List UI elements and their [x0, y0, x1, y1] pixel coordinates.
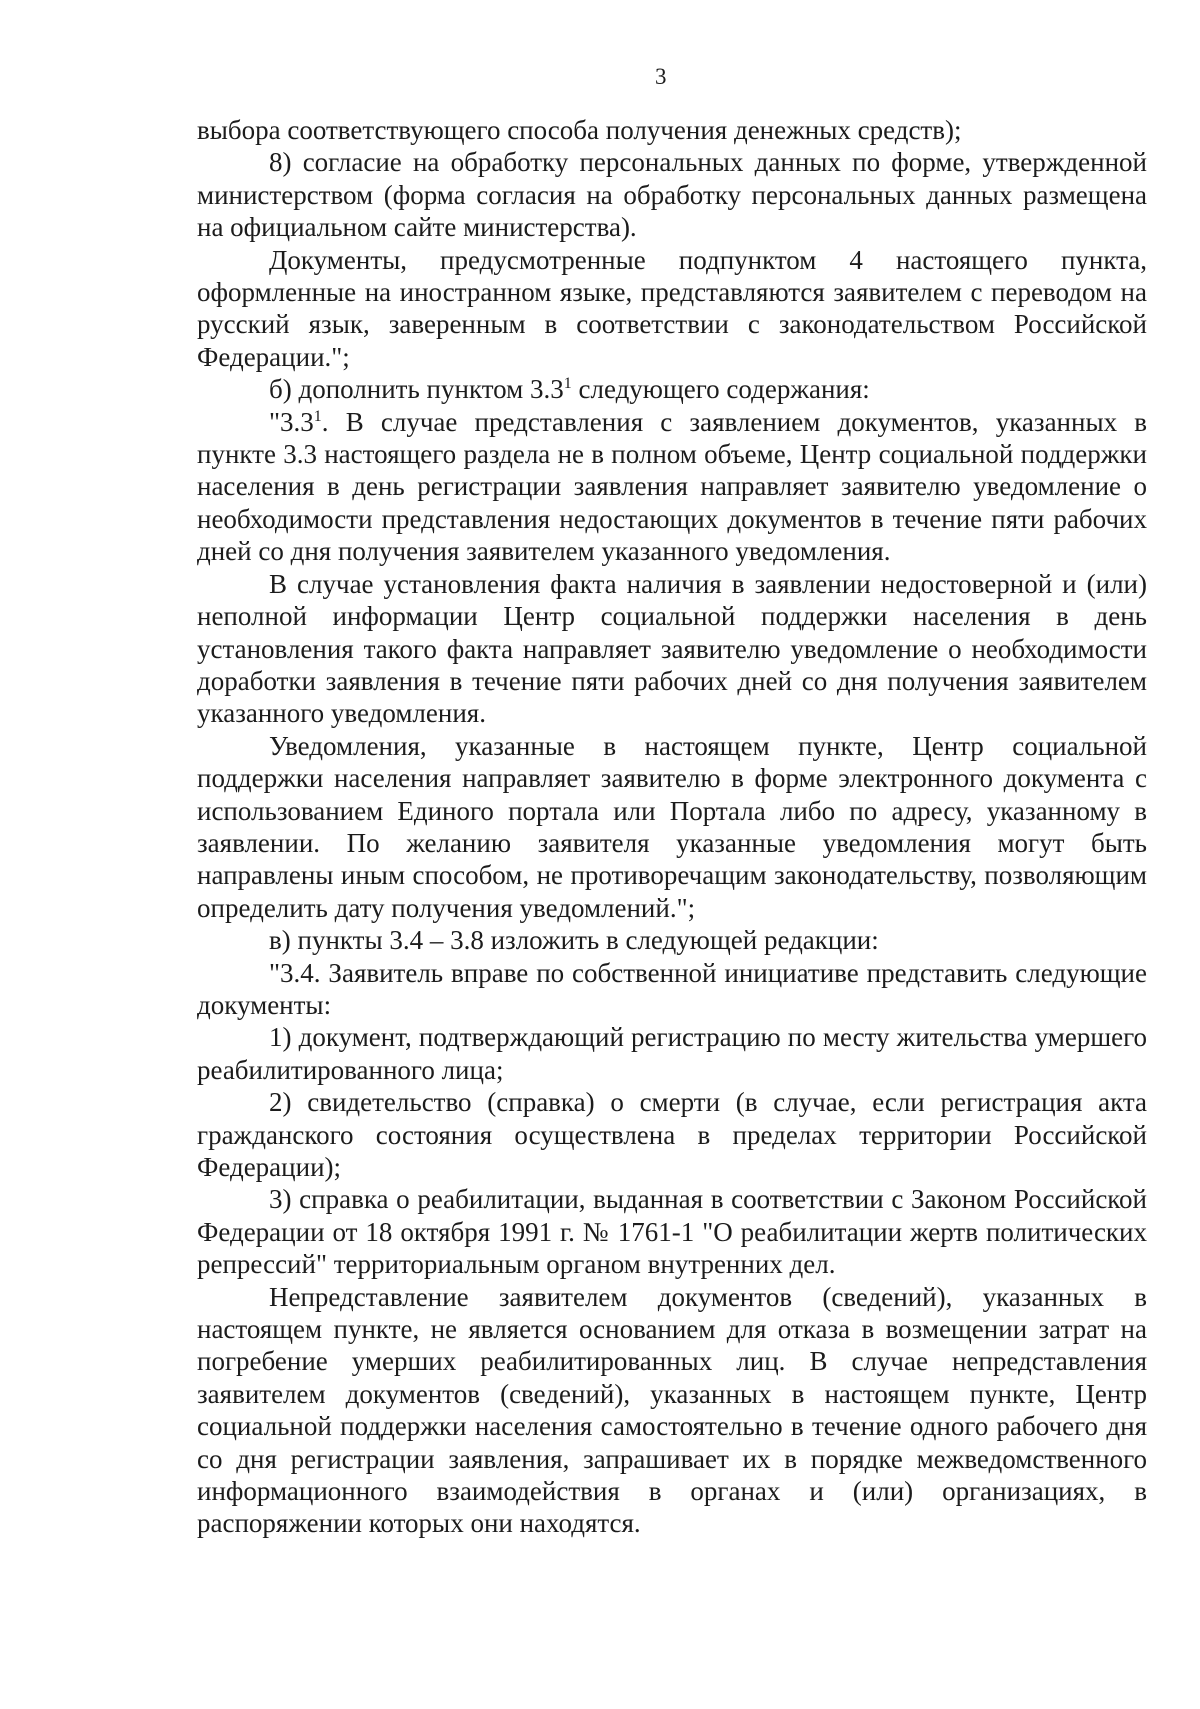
page-number: 3 [655, 64, 667, 89]
paragraph-13: Непредставление заявителем документов (сведений), указанных в настоящем пункте, не является основанием для отказа в возмещении затрат на погребение умерших реабилитированных лиц. В случае непредставления заявителем документов (сведений), указанных в настоящем пункте, Центр социальной поддержки населения самостоятельно в течение одного рабочего дня со дня регистрации заявления, запрашивает их в порядке межведомственного информационного взаимодействия в органах и (или) организациях, в распоряжении которых они находятся. [197, 1281, 1147, 1539]
paragraph-5 [197, 406, 1147, 568]
paragraph-9: "3.4. Заявитель вправе по собственной инициативе представить следующие документы: [197, 957, 1147, 1020]
superscript-1: 1 [563, 375, 572, 393]
document-body [197, 114, 1147, 1540]
paragraph-7: Уведомления, указанные в настоящем пункте, Центр социальной поддержки населения направляет заявителю в форме электронного документа с использованием Единого портала или Портала либо по адресу, указанному в заявлении. По желанию заявителя указанные уведомления могут быть направлены иным способом, не противоречащим законодательству, позволяющим определить дату получения уведомлений."; [197, 730, 1147, 923]
paragraph-5-text: "3.3 [269, 406, 314, 437]
paragraph-3: Документы, предусмотренные подпунктом 4 настоящего пункта, оформленные на иностранном языке, представляются заявителем с переводом на русский язык, заверенным в соответствии с законодательством Российской Федерации."; [197, 244, 1147, 372]
paragraph-4 [197, 373, 1147, 405]
superscript-2: 1 [313, 407, 322, 425]
paragraph-1: выбора соответствующего способа получения денежных средств); [197, 115, 962, 145]
paragraph-10: 1) документ, подтверждающий регистрацию по месту жительства умершего реабилитированного лица; [197, 1022, 1147, 1085]
paragraph-8: в) пункты 3.4 – 3.8 изложить в следующей редакции: [269, 925, 879, 956]
paragraph-5-tail: . В случае представления с заявлением документов, указанных в пункте 3.3 настоящего раздела не в полном объеме, Центр социальной поддержки населения в день регистрации заявления направляет заявителю уведомление о необходимости представления недостающих документов в течение пяти рабочих дней со дня получения заявителем указанного уведомления. [197, 406, 1147, 567]
paragraph-4-tail: следующего содержания: [571, 374, 870, 405]
paragraph-12: 3) справка о реабилитации, выданная в соответствии с Законом Российской Федерации от 18 октября 1991 г. № 1761-1 "О реабилитации жертв политических репрессий" территориальным органом внутренних дел. [197, 1184, 1147, 1280]
paragraph-2: 8) согласие на обработку персональных данных по форме, утвержденной министерством (форма согласия на обработку персональных данных размещена на официальном сайте министерства). [197, 147, 1147, 243]
paragraph-11: 2) свидетельство (справка) о смерти (в случае, если регистрация акта гражданского состояния осуществлена в пределах территории Российской Федерации); [197, 1087, 1147, 1182]
paragraph-4-text: б) дополнить пунктом 3.3 [269, 374, 564, 405]
paragraph-6: В случае установления факта наличия в заявлении недостоверной и (или) неполной информации Центр социальной поддержки населения в день установления такого факта направляет заявителю уведомление о необходимости доработки заявления в течение пяти рабочих дней со дня получения заявителем указанного уведомления. [197, 568, 1147, 729]
